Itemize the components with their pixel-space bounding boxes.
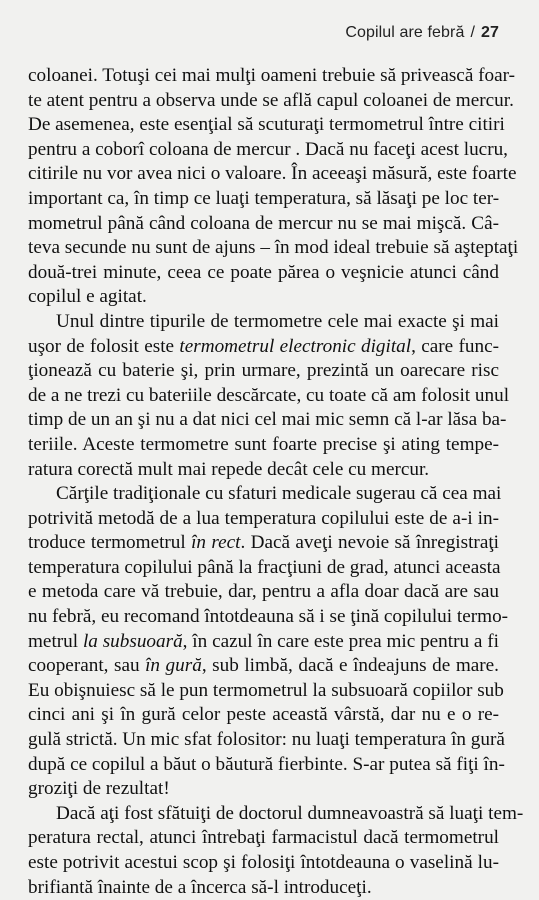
text-line: copilul e agitat. xyxy=(28,286,147,308)
text-line: teriile. Aceste termometre sunt foarte precise şi ating tempe- xyxy=(28,433,499,455)
text-line: ţionează cu baterie şi, prin urmare, prezintă un oarecare risc xyxy=(28,360,499,382)
text-line: mometrul până când coloana de mercur nu se mai mişcă. Câ- xyxy=(28,212,499,234)
text-line: teva secunde nu sunt de ajuns – în mod ideal trebuie să aşteptaţi xyxy=(28,237,519,259)
text-line: după ce copilul a băut o băutură fierbinte. S-ar putea să fiţi în- xyxy=(28,753,505,775)
text-line: gulă strictă. Un mic sfat folositor: nu luaţi temperatura în gură xyxy=(28,729,505,751)
paragraph-3 xyxy=(28,482,509,802)
text-line: pentru a coborî coloana de mercur . Dacă nu faceţi acest lucru, xyxy=(28,138,508,160)
page-body xyxy=(28,64,524,900)
text-line: te atent pentru a observa unde se află capul coloanei de mercur. xyxy=(28,89,514,111)
text-line: groziţi de rezultat! xyxy=(28,778,170,800)
text-line: temperatura copilului până la fracţiuni de grad, atunci aceasta xyxy=(28,556,501,578)
header-separator: / xyxy=(470,24,475,41)
text-line: potrivită metodă de a lua temperatura copilului este de a-i in- xyxy=(28,507,499,529)
text-line: Cărţile tradiţionale cu sfaturi medicale sugerau că cea mai xyxy=(56,483,502,505)
text-line: De asemenea, este esenţial să scuturaţi termometrul între citiri xyxy=(28,114,505,136)
text-line-with-italic xyxy=(28,630,499,655)
page-number: 27 xyxy=(481,24,499,41)
text-line: important ca, în timp ce luaţi temperatura, să lăsaţi pe loc ter- xyxy=(28,187,500,209)
text-segment: . Dacă aveţi nevoie să înregistraţi xyxy=(240,532,499,554)
text-segment: uşor de folosit este xyxy=(28,335,180,357)
text-segment: cooperant, sau xyxy=(28,655,146,677)
text-segment: , care func- xyxy=(411,335,500,357)
text-line-with-italic xyxy=(28,654,499,679)
text-line: două-trei minute, ceea ce poate părea o veşnicie atunci când xyxy=(28,261,499,283)
text-line: de a ne trezi cu bateriile descărcate, cu toate că am folosit unul xyxy=(28,384,510,406)
text-segment: metrul xyxy=(28,630,83,652)
text-line-with-italic xyxy=(28,531,499,556)
chapter-title: Copilul are febră xyxy=(345,24,465,41)
text-line-with-italic xyxy=(28,335,499,360)
text-line: nu febră, eu recomand întotdeauna să i se ţină copilului termo- xyxy=(28,606,509,628)
italic-term: la subsuoară xyxy=(82,630,183,652)
paragraph-4 xyxy=(28,802,524,900)
italic-term: în gură xyxy=(145,655,202,677)
italic-term: termometrul electronic digital xyxy=(179,335,412,357)
text-line: Dacă aţi fost sfătuiţi de doctorul dumneavoastră să luaţi tem- xyxy=(56,802,524,824)
text-line: Unul dintre tipurile de termometre cele mai exacte şi mai xyxy=(56,310,499,332)
text-line: e metoda care vă trebuie, dar, pentru a afla doar dacă are sau xyxy=(28,581,499,603)
text-line: este potrivit acestui scop şi folosiţi întotdeauna o vaselină lu- xyxy=(28,852,499,873)
italic-term: în rect xyxy=(191,532,241,554)
text-segment: , sub limbă, dacă e îndeajuns de mare. xyxy=(201,655,499,677)
paragraph-1 xyxy=(28,64,519,310)
text-segment: , în cazul în care este prea mic pentru a fi xyxy=(182,630,500,652)
paragraph-2 xyxy=(28,310,510,482)
text-line: peratura rectal, atunci întrebaţi farmacistul dacă termometrul xyxy=(28,827,499,849)
text-line: Eu obişnuiesc să le pun termometrul la subsuoară copiilor sub xyxy=(28,679,504,701)
text-segment: troduce termometrul xyxy=(28,532,192,554)
text-line: timp de un an şi nu a dat nici cel mai mic semn că l-ar lăsa ba- xyxy=(28,409,507,431)
running-head xyxy=(345,24,499,42)
text-line: citirile nu vor avea nici o valoare. În aceeaşi măsură, este foarte xyxy=(28,163,517,185)
text-line: brifiantă înainte de a încerca să-l introduceţi. xyxy=(28,876,372,898)
text-line: cinci ani şi în gură celor peste această vârstă, dar nu e o re- xyxy=(28,704,499,726)
text-line: coloanei. Totuşi cei mai mulţi oameni trebuie să privească foar- xyxy=(28,65,516,86)
text-line: ratura corectă mult mai repede decât cele cu mercur. xyxy=(28,458,430,480)
